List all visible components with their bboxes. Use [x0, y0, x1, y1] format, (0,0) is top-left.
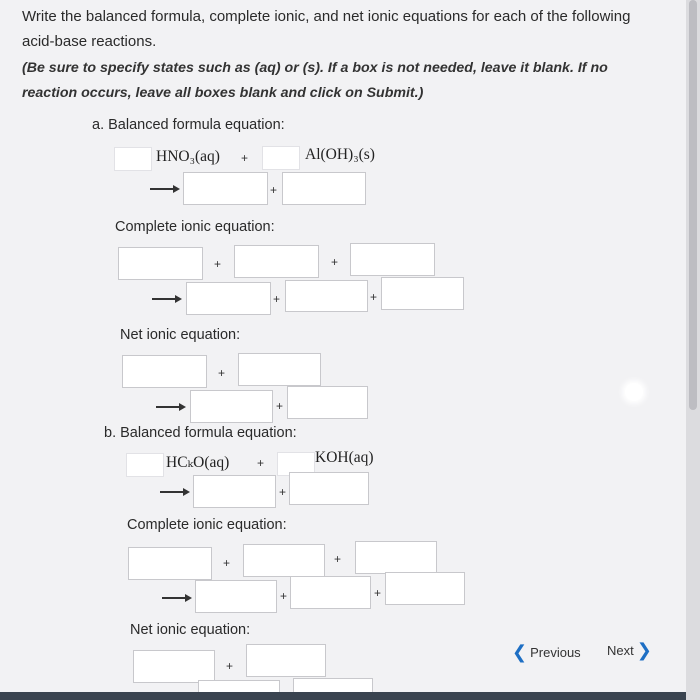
instruction-note: [22, 56, 608, 106]
a-net-product-2-input[interactable]: [287, 386, 368, 419]
b-reactant-2: KOH(aq): [315, 449, 374, 466]
scrollbar-track[interactable]: [686, 0, 700, 700]
plus-sign: +: [374, 586, 382, 600]
b-net-reactant-1-input[interactable]: [133, 650, 215, 683]
next-label: Next: [607, 643, 634, 658]
yields-arrow-icon: [156, 402, 186, 412]
a-coef-1-input[interactable]: [114, 147, 152, 171]
instruction-note-line-1: (Be sure to specify states such as (aq) or (s). If a box is not needed, leave it blank. If no: [22, 60, 608, 76]
a-product-2-input[interactable]: [282, 172, 366, 205]
plus-sign: +: [280, 589, 288, 603]
b-product-2-input[interactable]: [289, 472, 369, 505]
yields-arrow-icon: [150, 184, 180, 194]
plus-sign: +: [370, 290, 378, 304]
plus-sign: +: [331, 255, 339, 269]
b-complete-reactant-3-input[interactable]: [355, 541, 437, 574]
instruction-line-1: Write the balanced formula, complete ionic, and net ionic equations for each of the following: [22, 8, 631, 25]
instruction-line-2: acid-base reactions.: [22, 33, 157, 50]
part-a-net-label: Net ionic equation:: [120, 327, 241, 343]
a-net-product-1-input[interactable]: [190, 390, 273, 423]
plus-sign: +: [214, 257, 222, 271]
b-complete-product-2-input[interactable]: [290, 576, 371, 609]
a-complete-reactant-3-input[interactable]: [350, 243, 435, 276]
part-a-complete-label: Complete ionic equation:: [115, 219, 275, 235]
part-b-net-label: Net ionic equation:: [130, 622, 251, 638]
a-complete-reactant-2-input[interactable]: [234, 245, 319, 278]
plus-sign: +: [334, 552, 342, 566]
plus-sign: +: [273, 292, 281, 306]
chevron-right-icon: ❯: [636, 640, 652, 660]
a-net-reactant-1-input[interactable]: [122, 355, 207, 388]
a-complete-product-1-input[interactable]: [186, 282, 271, 315]
yields-arrow-icon: [160, 487, 190, 497]
b-reactant-1: HCₖO(aq): [166, 454, 230, 471]
plus-sign: +: [223, 556, 231, 570]
plus-sign: +: [218, 366, 226, 380]
scrollbar-thumb[interactable]: [689, 0, 697, 410]
yields-arrow-icon: [162, 593, 192, 603]
bottom-bar: [0, 692, 686, 700]
b-net-reactant-2-input[interactable]: [246, 644, 326, 677]
plus-sign: +: [279, 485, 287, 499]
chevron-left-icon: ❮: [512, 642, 528, 662]
part-b-balanced-label: b. Balanced formula equation:: [104, 425, 297, 441]
b-complete-reactant-2-input[interactable]: [243, 544, 325, 577]
plus-sign: +: [241, 151, 249, 165]
b-complete-reactant-1-input[interactable]: [128, 547, 212, 580]
part-b-complete-label: Complete ionic equation:: [127, 517, 287, 533]
a-complete-product-3-input[interactable]: [381, 277, 464, 310]
a-product-1-input[interactable]: [183, 172, 268, 205]
previous-label: Previous: [530, 645, 581, 660]
instruction-note-line-2: reaction occurs, leave all boxes blank and click on Submit.): [22, 85, 424, 101]
screen-glare: [625, 383, 643, 401]
plus-sign: +: [270, 183, 278, 197]
b-coef-1-input[interactable]: [126, 453, 164, 477]
a-complete-product-2-input[interactable]: [285, 280, 368, 312]
next-button[interactable]: [607, 640, 652, 661]
a-reactant-1: HNO₃(aq): [156, 148, 220, 165]
b-complete-product-1-input[interactable]: [195, 580, 277, 613]
a-reactant-2: Al(OH)₃(s): [305, 146, 375, 163]
plus-sign: +: [257, 456, 265, 470]
plus-sign: +: [276, 399, 284, 413]
previous-button[interactable]: [512, 642, 581, 663]
a-net-reactant-2-input[interactable]: [238, 353, 321, 386]
instructions: [22, 4, 630, 54]
a-complete-reactant-1-input[interactable]: [118, 247, 203, 280]
b-product-1-input[interactable]: [193, 475, 276, 508]
part-a-balanced-label: a. Balanced formula equation:: [92, 117, 285, 133]
plus-sign: +: [226, 659, 234, 673]
b-complete-product-3-input[interactable]: [385, 572, 465, 605]
a-coef-2-input[interactable]: [262, 146, 300, 170]
yields-arrow-icon: [152, 294, 182, 304]
